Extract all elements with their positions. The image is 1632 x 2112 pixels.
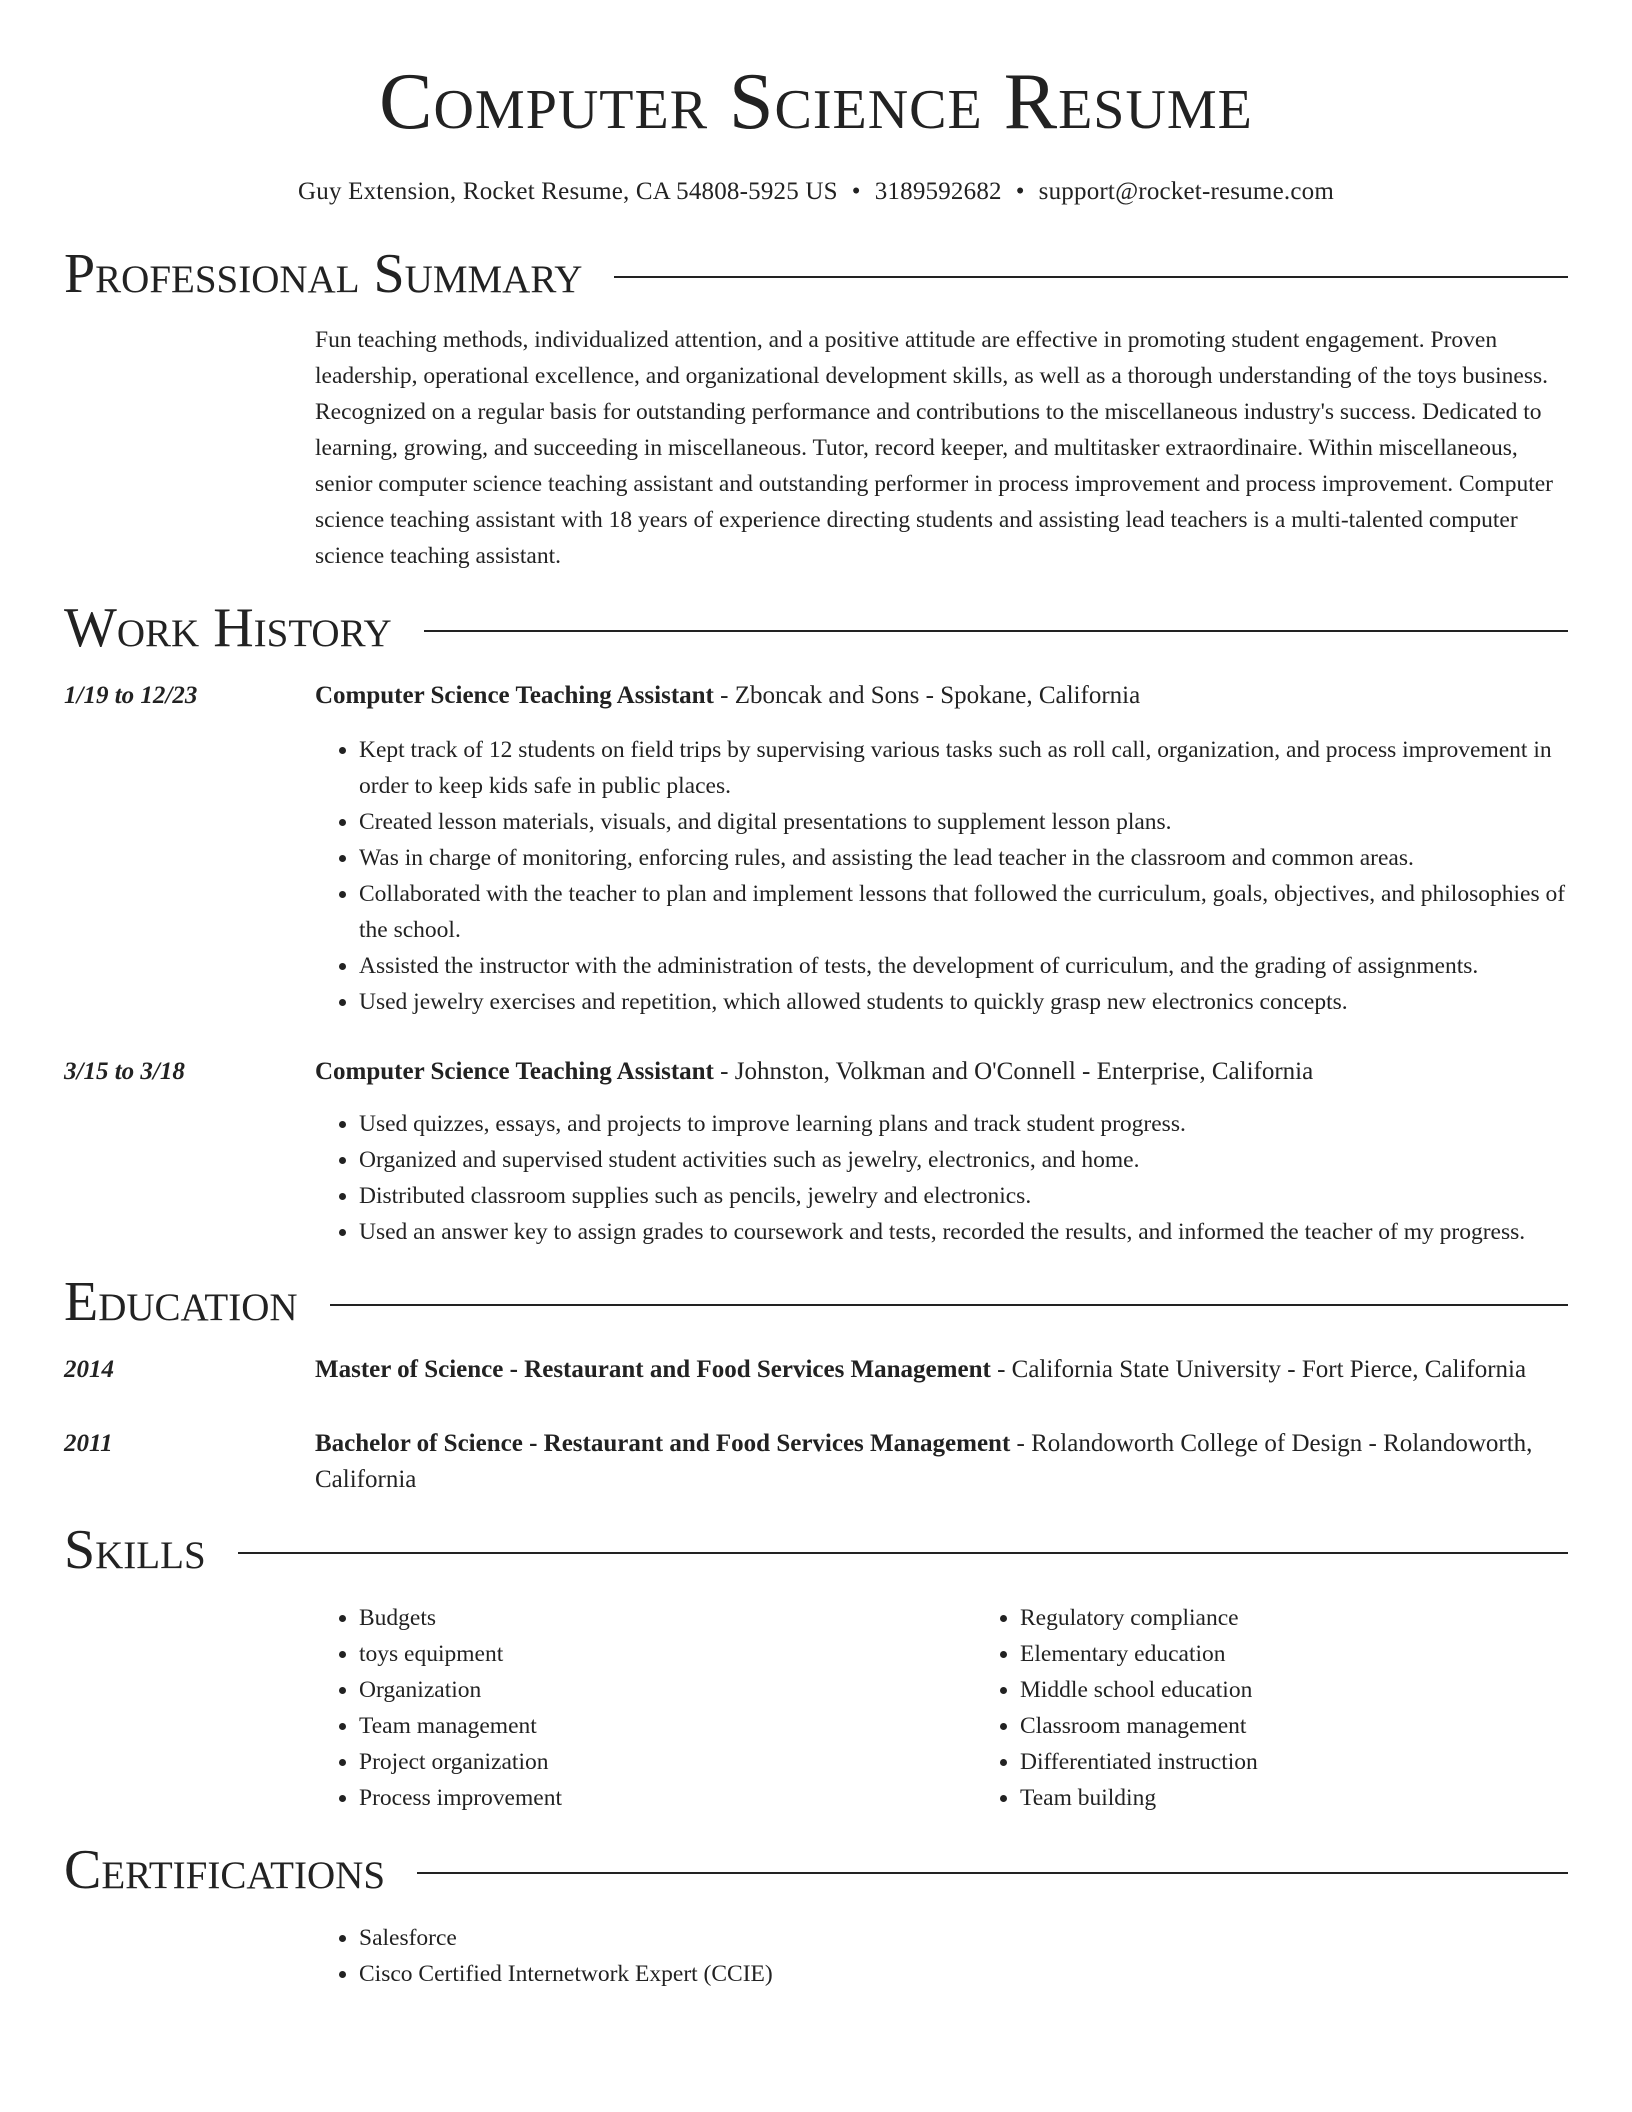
section-divider [614, 276, 1568, 278]
summary-heading: Professional Summary [64, 243, 583, 305]
skill-item: • Process improvement [359, 1780, 976, 1816]
skills-list-left [315, 1600, 976, 1816]
duty-item: • Kept track of 12 students on field trips by supervising various tasks such as roll call, organization, and process improvement in order to keep kids safe in public places. [359, 732, 1568, 804]
education-school: - California State University - Fort Pierce, California [990, 1356, 1527, 1383]
education-school: - Rolandoworth College of Design - Rolandoworth, California [315, 1430, 1533, 1493]
education-entry [64, 1426, 1568, 1498]
work-section-header [64, 597, 1568, 659]
education-entry [64, 1352, 1568, 1388]
education-degree: Master of Science - Restaurant and Food Services Management [315, 1356, 991, 1383]
skill-item: • Regulatory compliance [1020, 1600, 1632, 1636]
duty-item: • Organized and supervised student activities such as jewelry, electronics, and home. [359, 1142, 1568, 1178]
summary-text: Fun teaching methods, individualized attention, and a positive attitude are effective in promoting student engagement. Proven leadership, operational excellence, and organizational development skills, as well as a thorough understanding of the toys business. Recognized on a regular basis for outstanding performance and contributions to the miscellaneous industry's success. Dedicated to learning, growing, and succeeding in miscellaneous. Tutor, record keeper, and multitasker extraordinaire. Within miscellaneous, senior computer science teaching assistant and outstanding performer in process improvement and process improvement. Computer science teaching assistant with 18 years of experience directing students and assisting lead teachers is a multi-talented computer science teaching assistant. [315, 327, 1553, 569]
skill-item: • Team management [359, 1708, 976, 1744]
skill-item: • Elementary education [1020, 1636, 1632, 1672]
contact-address: Guy Extension, Rocket Resume, CA 54808-5925 US [298, 178, 838, 205]
job-heading [315, 1054, 1568, 1090]
skills-list-right [976, 1600, 1632, 1816]
contact-separator: • [1015, 178, 1025, 205]
duty-item: • Distributed classroom supplies such as pencils, jewelry and electronics. [359, 1178, 1568, 1214]
certifications-heading: Certifications [64, 1839, 386, 1901]
summary-left-spacer [64, 322, 315, 574]
certifications-left-spacer [64, 1920, 315, 1992]
education-year: 2014 [64, 1356, 114, 1383]
education-heading: Education [64, 1271, 298, 1333]
skill-item: • Classroom management [1020, 1708, 1632, 1744]
duty-item: • Collaborated with the teacher to plan and implement lessons that followed the curriculum, goals, objectives, and philosophies of the school. [359, 876, 1568, 948]
job-entry [64, 678, 1568, 1020]
summary-section-header [64, 243, 1568, 305]
certifications-list [315, 1920, 1568, 1992]
certifications-section-header [64, 1839, 1568, 1901]
contact-separator: • [851, 178, 861, 205]
section-divider [238, 1552, 1568, 1554]
section-divider [424, 630, 1568, 632]
certifications-row [64, 1920, 1568, 1992]
duty-item: • Used an answer key to assign grades to coursework and tests, recorded the results, and informed the teacher of my progress. [359, 1214, 1568, 1250]
job-title: Computer Science Teaching Assistant [315, 682, 714, 709]
contact-line [64, 178, 1568, 206]
education-year: 2011 [64, 1430, 113, 1457]
job-duties [315, 1106, 1568, 1250]
certification-item: • Salesforce [359, 1920, 1568, 1956]
skills-section-header [64, 1519, 1568, 1581]
summary-row [64, 322, 1568, 574]
certification-item: • Cisco Certified Internetwork Expert (CCIE) [359, 1956, 1568, 1992]
job-heading [315, 678, 1568, 714]
resume-title: Computer Science Resume [379, 58, 1253, 146]
skills-row [64, 1600, 1568, 1816]
duty-item: • Was in charge of monitoring, enforcing rules, and assisting the lead teacher in the classroom and common areas. [359, 840, 1568, 876]
skill-item: • toys equipment [359, 1636, 976, 1672]
skills-left-spacer [64, 1600, 315, 1816]
education-degree: Bachelor of Science - Restaurant and Food Services Management [315, 1430, 1011, 1457]
duty-item: • Used quizzes, essays, and projects to improve learning plans and track student progress. [359, 1106, 1568, 1142]
job-employer: - Zboncak and Sons - Spokane, California [713, 682, 1141, 709]
job-title: Computer Science Teaching Assistant [315, 1058, 714, 1085]
skill-item: • Project organization [359, 1744, 976, 1780]
duty-item: • Created lesson materials, visuals, and digital presentations to supplement lesson plans. [359, 804, 1568, 840]
contact-email: support@rocket-resume.com [1038, 178, 1334, 205]
work-heading: Work History [64, 597, 392, 659]
job-employer: - Johnston, Volkman and O'Connell - Enterprise, California [713, 1058, 1314, 1085]
section-divider [330, 1304, 1568, 1306]
skill-item: • Differentiated instruction [1020, 1744, 1632, 1780]
skill-item: • Budgets [359, 1600, 976, 1636]
skill-item: • Team building [1020, 1780, 1632, 1816]
contact-phone: 3189592682 [874, 178, 1002, 205]
skills-heading: Skills [64, 1519, 206, 1581]
education-section-header [64, 1271, 1568, 1333]
job-dates: 1/19 to 12/23 [64, 682, 198, 709]
skill-item: • Organization [359, 1672, 976, 1708]
section-divider [417, 1872, 1568, 1874]
job-dates: 3/15 to 3/18 [64, 1058, 185, 1085]
duty-item: • Assisted the instructor with the administration of tests, the development of curriculum, and the grading of assignments. [359, 948, 1568, 984]
duty-item: • Used jewelry exercises and repetition, which allowed students to quickly grasp new electronics concepts. [359, 984, 1568, 1020]
job-entry [64, 1054, 1568, 1250]
job-duties [315, 732, 1568, 1020]
skill-item: • Middle school education [1020, 1672, 1632, 1708]
